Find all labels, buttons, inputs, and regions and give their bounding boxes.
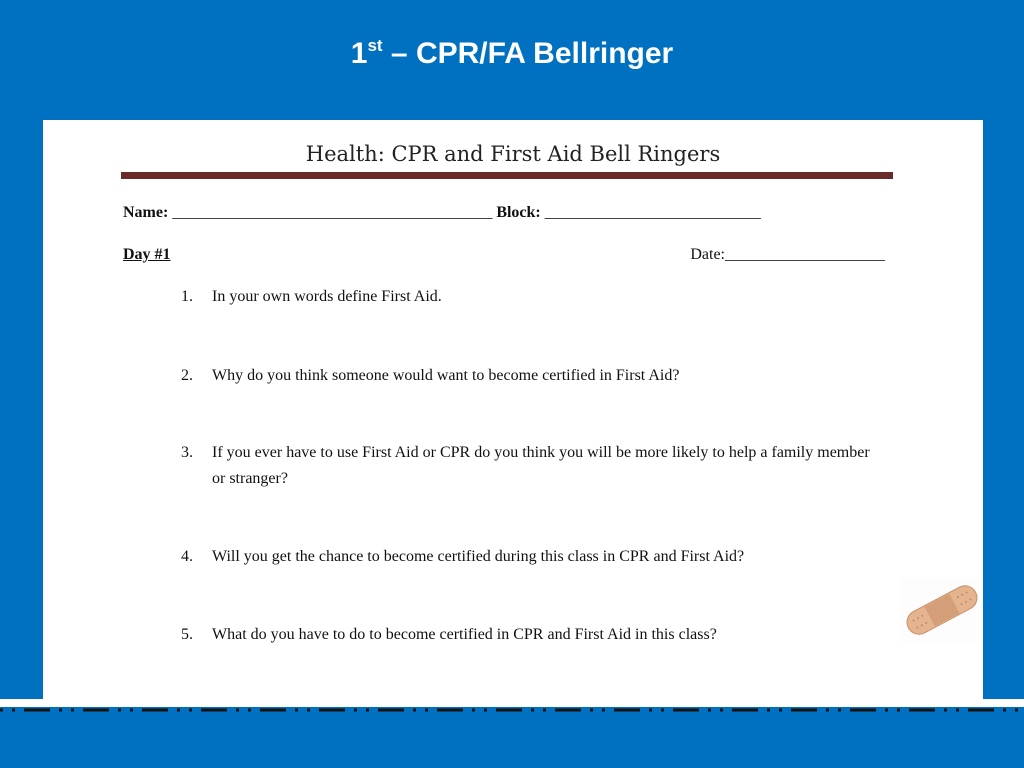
- dash-dot-border: [0, 699, 1024, 707]
- adhesive-bandage-icon: [900, 578, 983, 642]
- slide-title: 1st – CPR/FA Bellringer: [350, 36, 674, 70]
- question-number: 5.: [181, 626, 193, 643]
- question-text: In your own words define First Aid.: [212, 288, 442, 305]
- day-date-row: [123, 246, 885, 264]
- name-block-row: [123, 204, 903, 222]
- question-text: Why do you think someone would want to become certified in First Aid?: [212, 367, 680, 384]
- question-item: [181, 622, 881, 648]
- name-label: Name:: [123, 204, 169, 221]
- question-text: Will you get the chance to become certified during this class in CPR and First Aid?: [212, 548, 745, 565]
- worksheet-image: [43, 120, 983, 707]
- question-number: 2.: [181, 367, 193, 384]
- question-text: What do you have to do to become certified in CPR and First Aid in this class?: [212, 626, 717, 643]
- question-item: [181, 440, 881, 492]
- date-blank: ____________________: [725, 246, 885, 263]
- block-blank: ___________________________: [540, 204, 761, 221]
- date-label: Date:: [690, 246, 725, 263]
- question-number: 1.: [181, 288, 193, 305]
- question-number: 3.: [181, 444, 193, 461]
- worksheet-heading: Health: CPR and First Aid Bell Ringers: [305, 142, 721, 166]
- question-item: [181, 544, 881, 570]
- question-item: [181, 284, 881, 310]
- date-field: [690, 246, 885, 264]
- question-text: If you ever have to use First Aid or CPR do you think you will be more likely to help a family member or stranger?: [212, 444, 870, 487]
- block-label: Block:: [496, 204, 541, 221]
- name-blank: ________________________________________: [168, 204, 497, 221]
- heading-rule: [121, 172, 893, 179]
- question-number: 4.: [181, 548, 193, 565]
- question-item: [181, 363, 881, 389]
- day-label: Day #1: [123, 246, 171, 263]
